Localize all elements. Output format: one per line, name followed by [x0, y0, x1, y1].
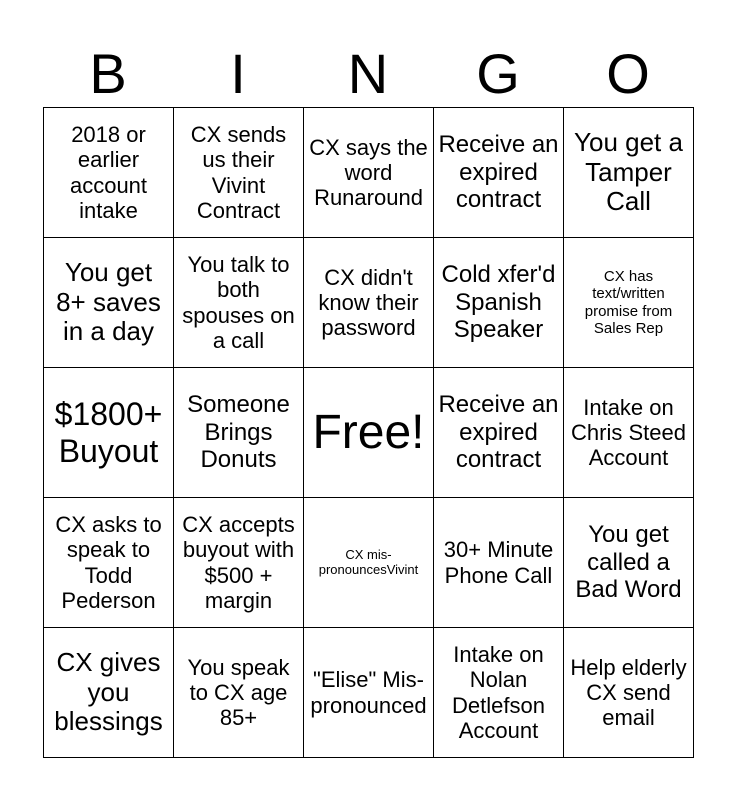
free-space-cell: Free! — [304, 368, 434, 498]
header-letter-n: N — [347, 42, 389, 105]
bingo-cell: CX accepts buyout with $500 + margin — [174, 498, 304, 628]
header-letter-o: O — [606, 42, 650, 105]
bingo-cell: Intake on Nolan Detlefson Account — [434, 628, 564, 758]
bingo-cell: Intake on Chris Steed Account — [564, 368, 694, 498]
header-letter-b: B — [89, 42, 127, 105]
bingo-cell: CX asks to speak to Todd Pederson — [44, 498, 174, 628]
bingo-cell: You get a Tamper Call — [564, 108, 694, 238]
grid-row — [44, 108, 694, 238]
grid-row — [44, 628, 694, 758]
bingo-header — [43, 40, 693, 108]
bingo-cell: CX gives you blessings — [44, 628, 174, 758]
bingo-cell: CX says the word Runaround — [304, 108, 434, 238]
bingo-grid — [43, 107, 694, 758]
bingo-cell: "Elise" Mis-pronounced — [304, 628, 434, 758]
bingo-cell: Receive an expired contract — [434, 368, 564, 498]
bingo-cell: You speak to CX age 85+ — [174, 628, 304, 758]
header-letter-g: G — [476, 42, 520, 105]
bingo-cell: 2018 or earlier account intake — [44, 108, 174, 238]
grid-row — [44, 238, 694, 368]
bingo-cell: CX didn't know their password — [304, 238, 434, 368]
bingo-cell: CX sends us their Vivint Contract — [174, 108, 304, 238]
bingo-cell: You get called a Bad Word — [564, 498, 694, 628]
bingo-cell: CX mis-pronouncesVivint — [304, 498, 434, 628]
bingo-cell: CX has text/written promise from Sales Rep — [564, 238, 694, 368]
header-letter-i: I — [230, 42, 246, 105]
bingo-cell: Help elderly CX send email — [564, 628, 694, 758]
bingo-cell: Someone Brings Donuts — [174, 368, 304, 498]
bingo-cell: You get 8+ saves in a day — [44, 238, 174, 368]
bingo-cell: You talk to both spouses on a call — [174, 238, 304, 368]
bingo-cell: $1800+ Buyout — [44, 368, 174, 498]
bingo-cell: Receive an expired contract — [434, 108, 564, 238]
bingo-cell: Cold xfer'd Spanish Speaker — [434, 238, 564, 368]
bingo-cell: 30+ Minute Phone Call — [434, 498, 564, 628]
grid-row — [44, 368, 694, 498]
grid-row — [44, 498, 694, 628]
